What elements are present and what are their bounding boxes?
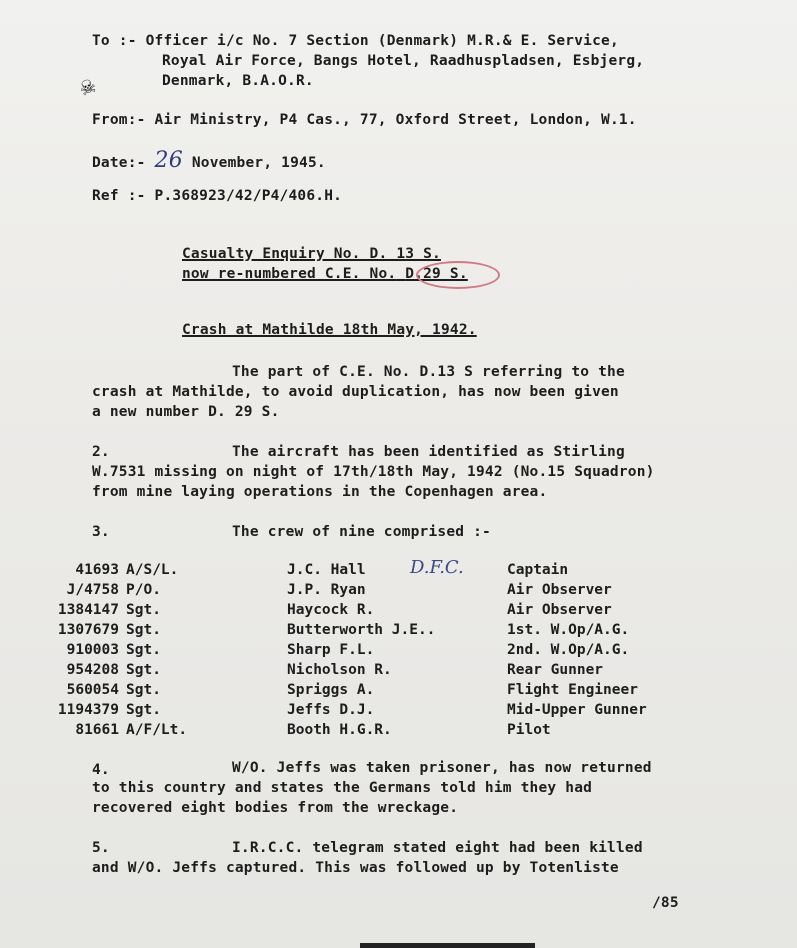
page-ref: /85 (652, 895, 679, 911)
crew-name: Jeffs D.J. (287, 702, 375, 718)
date-day-handwritten: 26 (154, 148, 183, 173)
paragraph-2-number: 2. (92, 444, 110, 460)
crew-role: Pilot (507, 722, 551, 738)
paragraph-5-line-1: I.R.C.C. telegram stated eight had been killed (232, 840, 643, 856)
from-label: From:- (92, 112, 146, 128)
to-address-line-1: Officer i/c No. 7 Section (Denmark) M.R.& E. Service, (145, 33, 619, 49)
to-address-line-2: Royal Air Force, Bangs Hotel, Raadhuspladsen, Esbjerg, (162, 53, 645, 69)
crew-name: Nicholson R. (287, 662, 392, 678)
ref-text: P.368923/42/P4/406.H. (154, 188, 343, 204)
service-number: 1307679 (57, 622, 119, 638)
crew-name: Sharp F.L. (287, 642, 375, 658)
crew-name: J.P. Ryan (287, 582, 366, 598)
paragraph-4-number: 4. (92, 762, 110, 778)
ref-label: Ref :- (92, 188, 146, 204)
paragraph-2-line-3: from mine laying operations in the Copenhagen area. (92, 484, 548, 500)
service-number: 1384147 (57, 602, 119, 618)
crew-row (0, 662, 797, 682)
service-number: 41693 (75, 562, 119, 578)
from-line (92, 112, 637, 128)
service-number: 81661 (75, 722, 119, 738)
rank: A/F/Lt. (126, 722, 188, 738)
crew-role: 2nd. W.Op/A.G. (507, 642, 630, 658)
paragraph-5-number: 5. (92, 840, 110, 856)
scan-edge-bar (360, 943, 535, 948)
crash-heading: Crash at Mathilde 18th May, 1942. (182, 322, 477, 338)
crew-row (0, 602, 797, 622)
paragraph-4-line-1: W/O. Jeffs was taken prisoner, has now returned (232, 760, 652, 776)
paragraph-5-line-2: and W/O. Jeffs captured. This was followed up by Totenliste (92, 860, 619, 876)
paragraph-2-line-2: W.7531 missing on night of 17th/18th May, 1942 (No.15 Squadron) (92, 464, 655, 480)
rank: Sgt. (126, 682, 161, 698)
date-line (92, 148, 326, 173)
paragraph-1-line-1: The part of C.E. No. D.13 S referring to the (232, 364, 625, 380)
rank: Sgt. (126, 702, 161, 718)
rank: A/S/L. (126, 562, 179, 578)
crew-name: Butterworth J.E.. (287, 622, 436, 638)
crew-row (0, 722, 797, 742)
crew-name: Spriggs A. (287, 682, 375, 698)
rank: Sgt. (126, 602, 161, 618)
crew-role: Rear Gunner (507, 662, 604, 678)
to-line-1 (92, 33, 619, 49)
crew-name: Booth H.G.R. (287, 722, 392, 738)
crew-role: 1st. W.Op/A.G. (507, 622, 630, 638)
crew-role: Mid-Upper Gunner (507, 702, 647, 718)
crew-row (0, 702, 797, 722)
rank: P/O. (126, 582, 161, 598)
crew-row (0, 642, 797, 662)
red-circle-annotation (416, 261, 500, 289)
handwritten-dfc-note: D.F.C. (410, 557, 464, 578)
rank: Sgt. (126, 642, 161, 658)
crew-row (0, 562, 797, 582)
date-label: Date:- (92, 155, 146, 171)
date-rest: November, 1945. (191, 155, 326, 171)
crew-row (0, 682, 797, 702)
rank: Sgt. (126, 662, 161, 678)
service-number: 910003 (66, 642, 119, 658)
service-number: 560054 (66, 682, 119, 698)
crew-name: Haycock R. (287, 602, 375, 618)
ink-mark: ☠ (75, 70, 99, 102)
paragraph-3-number: 3. (92, 524, 110, 540)
crew-role: Air Observer (507, 582, 612, 598)
from-text: Air Ministry, P4 Cas., 77, Oxford Street, London, W.1. (154, 112, 637, 128)
paragraph-2-line-1: The aircraft has been identified as Stirling (232, 444, 625, 460)
paragraph-4-line-2: to this country and states the Germans told him they had (92, 780, 593, 796)
paragraph-4-line-3: recovered eight bodies from the wreckage. (92, 800, 459, 816)
crew-row (0, 582, 797, 602)
crew-name: J.C. Hall (287, 562, 366, 578)
paragraph-3-text: The crew of nine comprised :- (232, 524, 491, 540)
rank: Sgt. (126, 622, 161, 638)
crew-role: Captain (507, 562, 569, 578)
crew-row (0, 622, 797, 642)
service-number: 954208 (66, 662, 119, 678)
to-label: To :- (92, 33, 137, 49)
paragraph-1-line-3: a new number D. 29 S. (92, 404, 280, 420)
to-address-line-3: Denmark, B.A.O.R. (162, 73, 314, 89)
paragraph-1-line-2: crash at Mathilde, to avoid duplication, has now been given (92, 384, 619, 400)
crew-role: Flight Engineer (507, 682, 638, 698)
ref-line (92, 188, 342, 204)
service-number: J/4758 (66, 582, 119, 598)
crew-role: Air Observer (507, 602, 612, 618)
subject-line-1: Casualty Enquiry No. D. 13 S. (182, 246, 441, 262)
subject-circled-ref: D.29 S. (405, 266, 468, 282)
subject-line-2-prefix: now re-numbered C.E. No. (182, 266, 397, 282)
service-number: 1194379 (57, 702, 119, 718)
